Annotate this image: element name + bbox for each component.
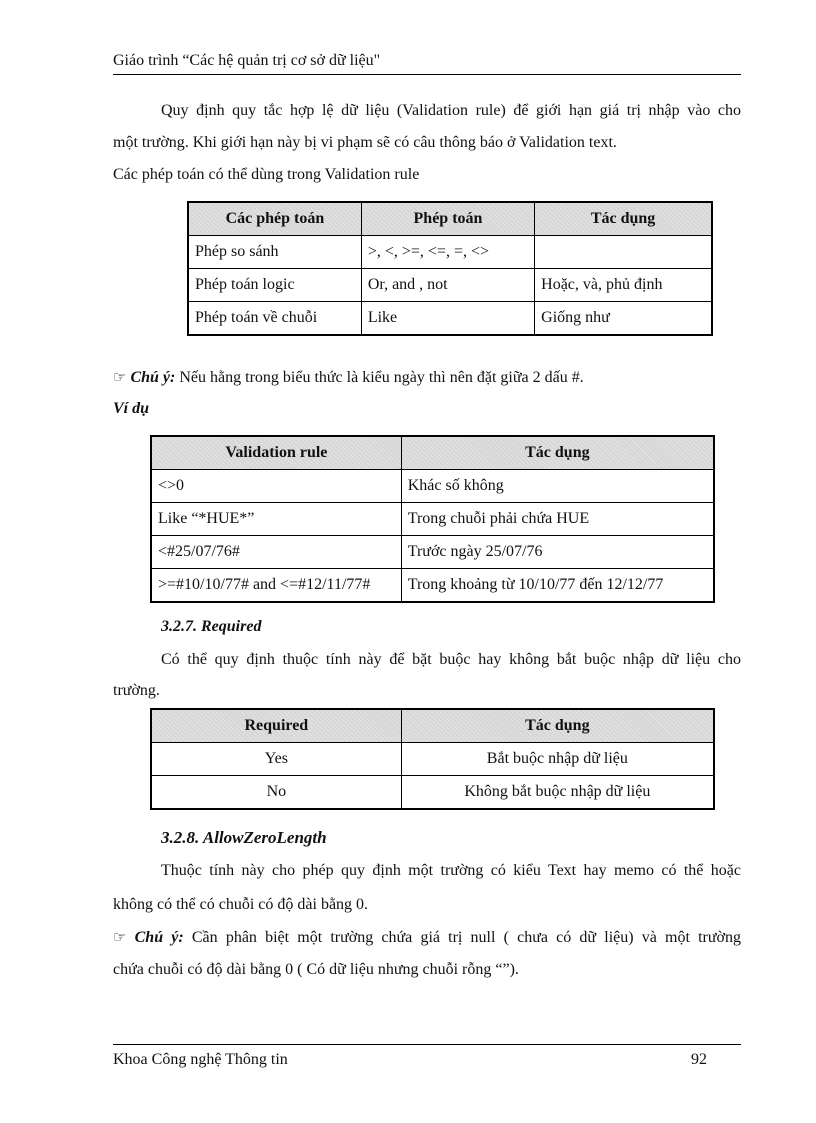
table-header-row — [188, 202, 712, 236]
column-header: Validation rule — [151, 436, 401, 470]
table-cell: Trong khoảng từ 10/10/77 đến 12/12/77 — [401, 569, 714, 603]
note-1 — [113, 368, 741, 388]
section-azl-heading: 3.2.8. AllowZeroLength — [161, 828, 327, 847]
required-table — [150, 708, 715, 810]
table-row — [151, 743, 714, 776]
column-header: Required — [151, 709, 401, 743]
column-header: Các phép toán — [188, 202, 361, 236]
table-cell: No — [151, 776, 401, 810]
table-cell: >, <, >=, <=, =, <> — [361, 236, 534, 269]
table-cell: Trong chuỗi phải chứa HUE — [401, 503, 714, 536]
table-row — [151, 536, 714, 569]
note-2-line-1 — [113, 928, 741, 948]
note-label: Chú ý: — [130, 369, 176, 386]
section-required-line-2: trường. — [113, 682, 160, 699]
table-row — [151, 503, 714, 536]
column-header: Tác dụng — [535, 202, 712, 236]
table-cell: Giống như — [535, 302, 712, 336]
table-row — [151, 776, 714, 810]
column-header: Phép toán — [361, 202, 534, 236]
header-title: Giáo trình “Các hệ quản trị cơ sở dữ liệu" — [113, 52, 381, 69]
note-label: Chú ý: — [134, 929, 184, 946]
table-row — [151, 470, 714, 503]
page-footer — [113, 1044, 741, 1069]
operators-table — [187, 201, 713, 336]
intro-line-2: một trường. Khi giới hạn này bị vi phạm sẽ có câu thông báo ở Validation text. — [113, 134, 617, 151]
example-heading: Ví dụ — [113, 400, 150, 417]
table-header-row — [151, 709, 714, 743]
intro-line-1: Quy định quy tắc hợp lệ dữ liệu (Validation rule) để giới hạn giá trị nhập vào cho — [161, 102, 741, 119]
table-cell: Hoặc, và, phủ định — [535, 269, 712, 302]
table-cell: >=#10/10/77# and <=#12/11/77# — [151, 569, 401, 603]
section-required-heading: 3.2.7. Required — [161, 618, 262, 635]
table-row — [151, 569, 714, 603]
table-cell: Bắt buộc nhập dữ liệu — [401, 743, 714, 776]
table-cell: Like “*HUE*” — [151, 503, 401, 536]
table-cell: Không bắt buộc nhập dữ liệu — [401, 776, 714, 810]
pointing-hand-icon: ☞ — [113, 370, 127, 386]
table-cell: Khác số không — [401, 470, 714, 503]
table-cell: Phép toán về chuỗi — [188, 302, 361, 336]
section-required-line-1: Có thể quy định thuộc tính này để bặt buộc hay không bắt buộc nhập dữ liệu cho — [161, 651, 741, 668]
note-text: Cần phân biệt một trường chứa giá trị null ( chưa có dữ liệu) và một trường — [183, 929, 742, 946]
table-cell: Like — [361, 302, 534, 336]
table-cell: Or, and , not — [361, 269, 534, 302]
footer-department: Khoa Công nghệ Thông tin — [113, 1051, 288, 1068]
pointing-hand-icon: ☞ — [113, 930, 127, 946]
table-cell: <>0 — [151, 470, 401, 503]
table-cell: Phép toán logic — [188, 269, 361, 302]
table-cell — [535, 236, 712, 269]
table-header-row — [151, 436, 714, 470]
examples-table — [150, 435, 715, 603]
section-azl-line-2: không có thể có chuỗi có độ dài bằng 0. — [113, 896, 369, 913]
table-cell: Phép so sánh — [188, 236, 361, 269]
table-cell: Trước ngày 25/07/76 — [401, 536, 714, 569]
column-header: Tác dụng — [401, 709, 714, 743]
table-row — [188, 236, 712, 269]
table-row — [188, 269, 712, 302]
page-number: 92 — [691, 1051, 707, 1068]
table-cell: <#25/07/76# — [151, 536, 401, 569]
note-text: Nếu hằng trong biểu thức là kiểu ngày thì nên đặt giữa 2 dấu #. — [175, 369, 584, 386]
intro-line-3: Các phép toán có thể dùng trong Validation rule — [113, 166, 420, 183]
table-cell: Yes — [151, 743, 401, 776]
page-header — [113, 48, 741, 75]
note-2-line-2: chứa chuỗi có độ dài bằng 0 ( Có dữ liệu nhưng chuỗi rỗng “”). — [113, 961, 519, 978]
section-azl-line-1: Thuộc tính này cho phép quy định một trường có kiểu Text hay memo có thể hoặc — [161, 862, 741, 879]
table-row — [188, 302, 712, 336]
column-header: Tác dụng — [401, 436, 714, 470]
